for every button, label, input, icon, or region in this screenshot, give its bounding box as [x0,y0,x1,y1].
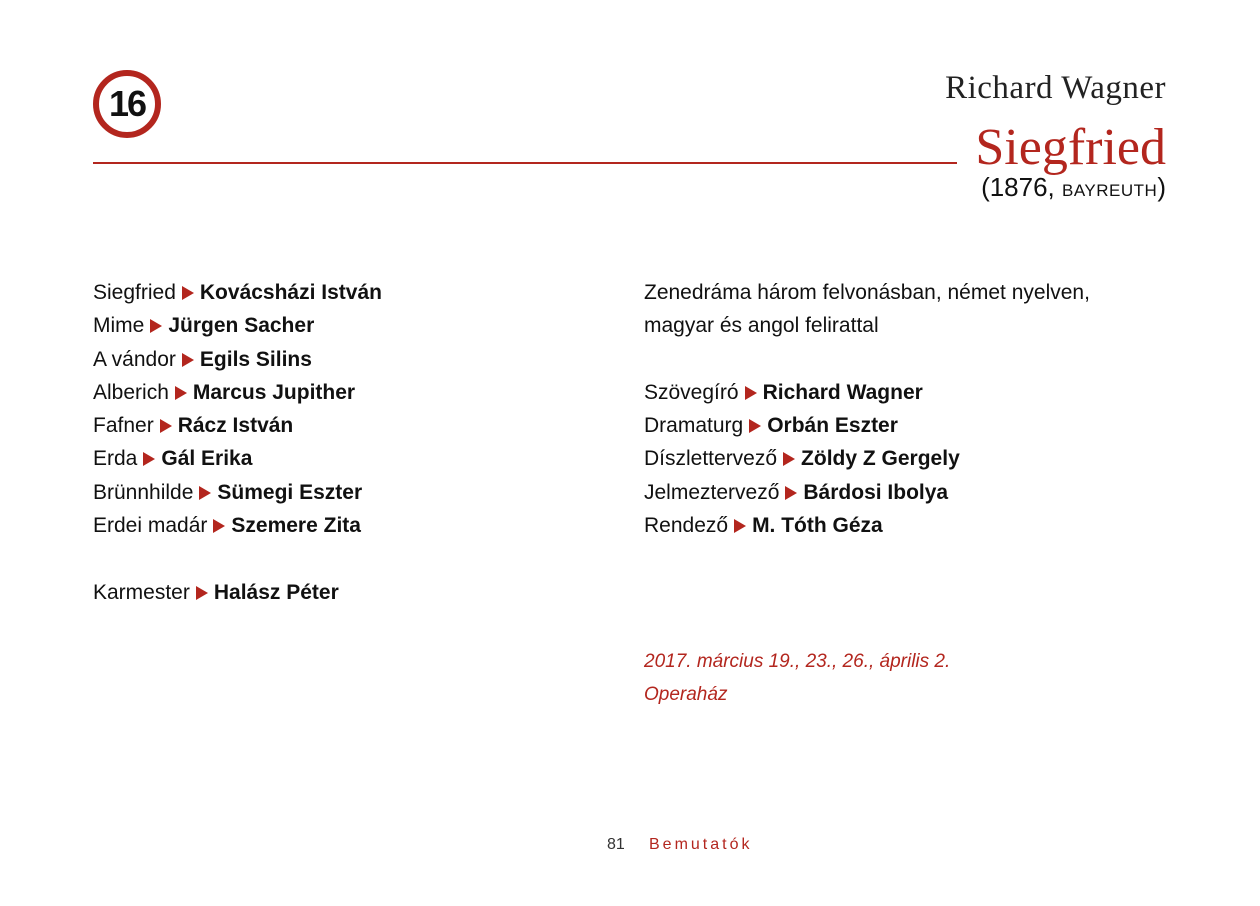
show-number: 16 [108,83,146,124]
premiere-open: (1876, [981,172,1063,202]
performer-name: Sümegi Eszter [217,480,363,504]
arrow-icon [783,452,795,466]
crew-name: Orbán Eszter [767,414,898,438]
performance-venue: Operaház [644,684,728,705]
role-label: Szövegíró [644,380,739,404]
cast-row [93,409,382,442]
arrow-icon [749,419,761,433]
crew-row [644,409,1090,442]
arrow-icon [143,452,155,466]
crew-name: Zöldy Z Gergely [801,447,960,471]
header-rule [93,162,957,164]
arrow-icon [196,586,208,600]
arrow-icon [745,386,757,400]
cast-list [93,276,382,609]
role-label: Jelmeztervező [644,480,780,504]
arrow-icon [150,319,162,333]
show-number-badge [93,70,161,138]
role-label: Erdei madár [93,514,208,538]
role-label: Erda [93,447,138,471]
crew-row [644,442,1090,475]
role-label: Rendező [644,514,729,538]
performance-info [644,645,950,711]
role-label: Karmester [93,580,190,604]
opera-title: Siegfried [975,119,1166,176]
crew-row [644,476,1090,509]
cast-row [93,276,382,309]
conductor-row [93,576,382,609]
cast-row [93,309,382,342]
arrow-icon [182,353,194,367]
cast-row [93,476,382,509]
cast-row [93,343,382,376]
performer-name: Szemere Zita [231,514,361,538]
spacer [93,542,382,575]
role-label: A vándor [93,347,176,371]
performer-name: Jürgen Sacher [168,314,315,338]
role-label: Fafner [93,414,154,438]
performer-name: Gál Erika [161,447,253,471]
arrow-icon [182,286,194,300]
crew-row [644,509,1090,542]
role-label: Díszlettervező [644,447,778,471]
crew-name: Bárdosi Ibolya [803,480,949,504]
premiere-info [981,172,1166,203]
performer-name: Egils Silins [199,347,312,371]
production-info [644,276,1090,542]
crew-name: M. Tóth Géza [752,514,883,538]
cast-row [93,442,382,475]
description-line: magyar és angol felirattal [644,314,879,338]
arrow-icon [175,386,187,400]
performance-dates: 2017. március 19., 23., 26., április 2. [644,651,951,672]
role-label: Siegfried [93,281,176,304]
arrow-icon [160,419,172,433]
premiere-close: ) [1157,172,1166,202]
role-label: Mime [93,314,145,338]
role-label: Dramaturg [644,414,744,438]
page-number: 81 [607,836,625,853]
arrow-icon [213,519,225,533]
premiere-city: BAYREUTH [1062,181,1158,200]
spacer [644,343,1090,376]
performer-name: Marcus Jupither [192,380,356,404]
performer-name: Rácz István [177,414,294,438]
performer-name: Halász Péter [213,580,339,604]
description-line: Zenedráma három felvonásban, német nyelven, [644,281,1090,304]
cast-row [93,509,382,542]
arrow-icon [199,486,211,500]
performer-name: Kovácsházi István [199,281,382,304]
role-label: Alberich [93,380,169,404]
role-label: Brünnhilde [93,480,194,504]
arrow-icon [785,486,797,500]
crew-row [644,376,1090,409]
crew-name: Richard Wagner [762,380,923,404]
cast-row [93,376,382,409]
arrow-icon [734,519,746,533]
section-name: Bemutatók [649,836,753,853]
composer-name: Richard Wagner [945,70,1166,106]
